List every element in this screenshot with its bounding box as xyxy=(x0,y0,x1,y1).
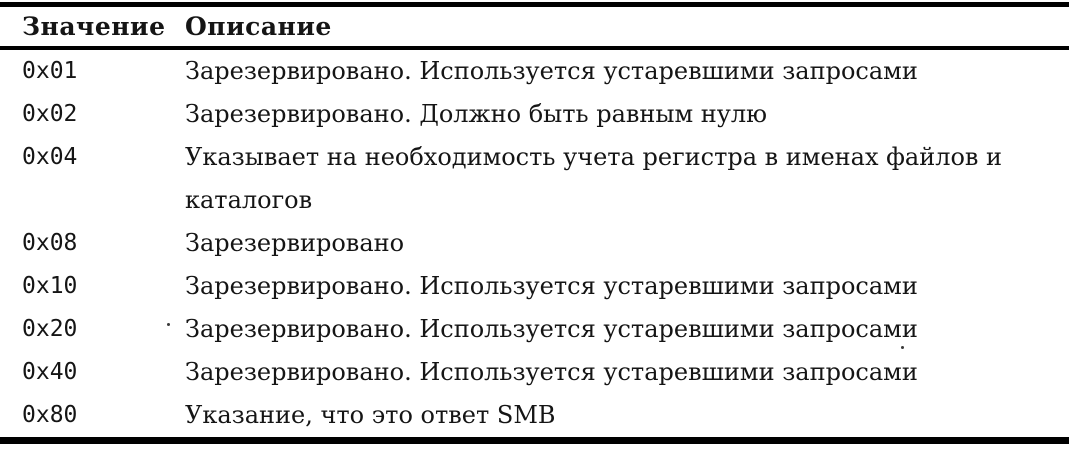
table-row xyxy=(22,136,1069,222)
flag-value: 0x80 xyxy=(22,402,78,428)
flag-description: Зарезервировано. Используется устаревшими запросами xyxy=(185,315,918,343)
flag-description: Зарезервировано. Используется устаревшими запросами xyxy=(185,358,918,386)
column-header-value: Значение xyxy=(22,12,166,41)
table-header-row xyxy=(0,7,1069,46)
table-row xyxy=(22,351,1069,394)
flag-value: 0x10 xyxy=(22,273,78,299)
flag-description: Зарезервировано xyxy=(185,229,405,257)
flag-description: Зарезервировано. Должно быть равным нулю xyxy=(185,100,768,128)
scan-artifact-dot xyxy=(901,346,904,349)
flag-value: 0x01 xyxy=(22,58,78,84)
scan-artifact-dot xyxy=(167,323,170,326)
flag-value: 0x20 xyxy=(22,316,78,342)
flag-description: Зарезервировано. Используется устаревшими запросами xyxy=(185,272,918,300)
flag-description: Зарезервировано. Используется устаревшими запросами xyxy=(185,57,918,85)
flag-value: 0x02 xyxy=(22,101,78,127)
flag-description: Указывает на необходимость учета регистра в именах файлов и каталогов xyxy=(185,143,1003,214)
table-row xyxy=(22,93,1069,136)
flags-table-body xyxy=(0,50,1069,437)
table-row xyxy=(22,222,1069,265)
column-header-description: Описание xyxy=(185,12,332,41)
flag-value: 0x04 xyxy=(22,144,78,170)
flag-description: Указание, что это ответ SMB xyxy=(185,401,556,429)
table-row xyxy=(22,308,1069,351)
table-row xyxy=(22,394,1069,437)
flag-value: 0x08 xyxy=(22,230,78,256)
flag-value: 0x40 xyxy=(22,359,78,385)
table-row xyxy=(22,50,1069,93)
table-row xyxy=(22,265,1069,308)
table-bottom-rule xyxy=(0,437,1069,444)
